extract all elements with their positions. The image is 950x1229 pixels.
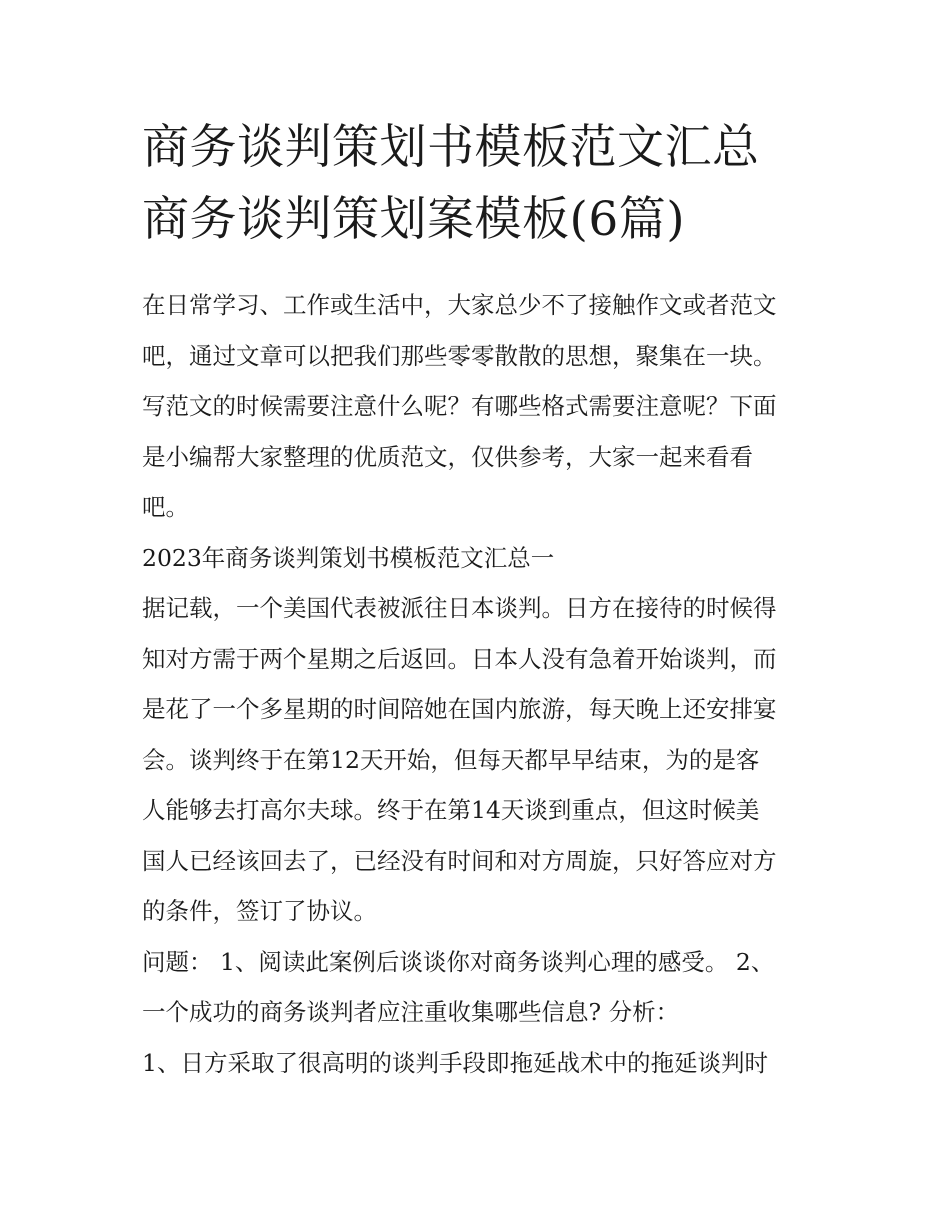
title-line: 商务谈判策划案模板(6篇) [142,192,686,247]
text-line: 吧，通过文章可以把我们那些零零散散的思想，聚集在一块。 [142,341,777,370]
section-heading [142,533,822,584]
text-line: 知对方需于两个星期之后返回。日本人没有急着开始谈判，而 [142,644,777,673]
text-line: 的条件，签订了协议。 [142,897,377,925]
document-body [142,280,822,1088]
text-line: 问题： 1、阅读此案例后谈谈你对商务谈判心理的感受。 2、 [142,947,775,976]
section-heading-text: 2023年商务谈判策划书模板范文汇总一 [142,543,555,572]
question-paragraph [142,937,822,1038]
intro-paragraph [142,280,822,533]
text-line: 据记载，一个美国代表被派往日本谈判。日方在接待的时候得 [142,594,777,622]
text-line: 1、日方采取了很高明的谈判手段即拖延战术中的拖延谈判时 [142,1048,768,1077]
document-title [142,112,842,256]
text-line: 写范文的时候需要注意什么呢？有哪些格式需要注意呢？下面 [142,392,777,420]
text-line: 国人已经该回去了，已经没有时间和对方周旋，只好答应对方 [142,846,777,875]
text-line: 在日常学习、工作或生活中，大家总少不了接触作文或者范文 [142,291,777,319]
text-line: 会。谈判终于在第12天开始，但每天都早早结束，为的是客 [142,745,760,774]
text-line: 是小编帮大家整理的优质范文，仅供参考，大家一起来看看 [142,442,753,471]
case-paragraph [142,583,822,937]
title-line: 商务谈判策划书模板范文汇总 [142,120,760,175]
text-line: 人能够去打高尔夫球。终于在第14天谈到重点，但这时候美 [142,796,760,824]
text-line: 一个成功的商务谈判者应注重收集哪些信息? 分析： [142,998,680,1026]
analysis-paragraph [142,1038,822,1089]
text-line: 是花了一个多星期的时间陪她在国内旅游，每天晚上还安排宴 [142,695,777,723]
text-line: 吧。 [142,493,189,521]
